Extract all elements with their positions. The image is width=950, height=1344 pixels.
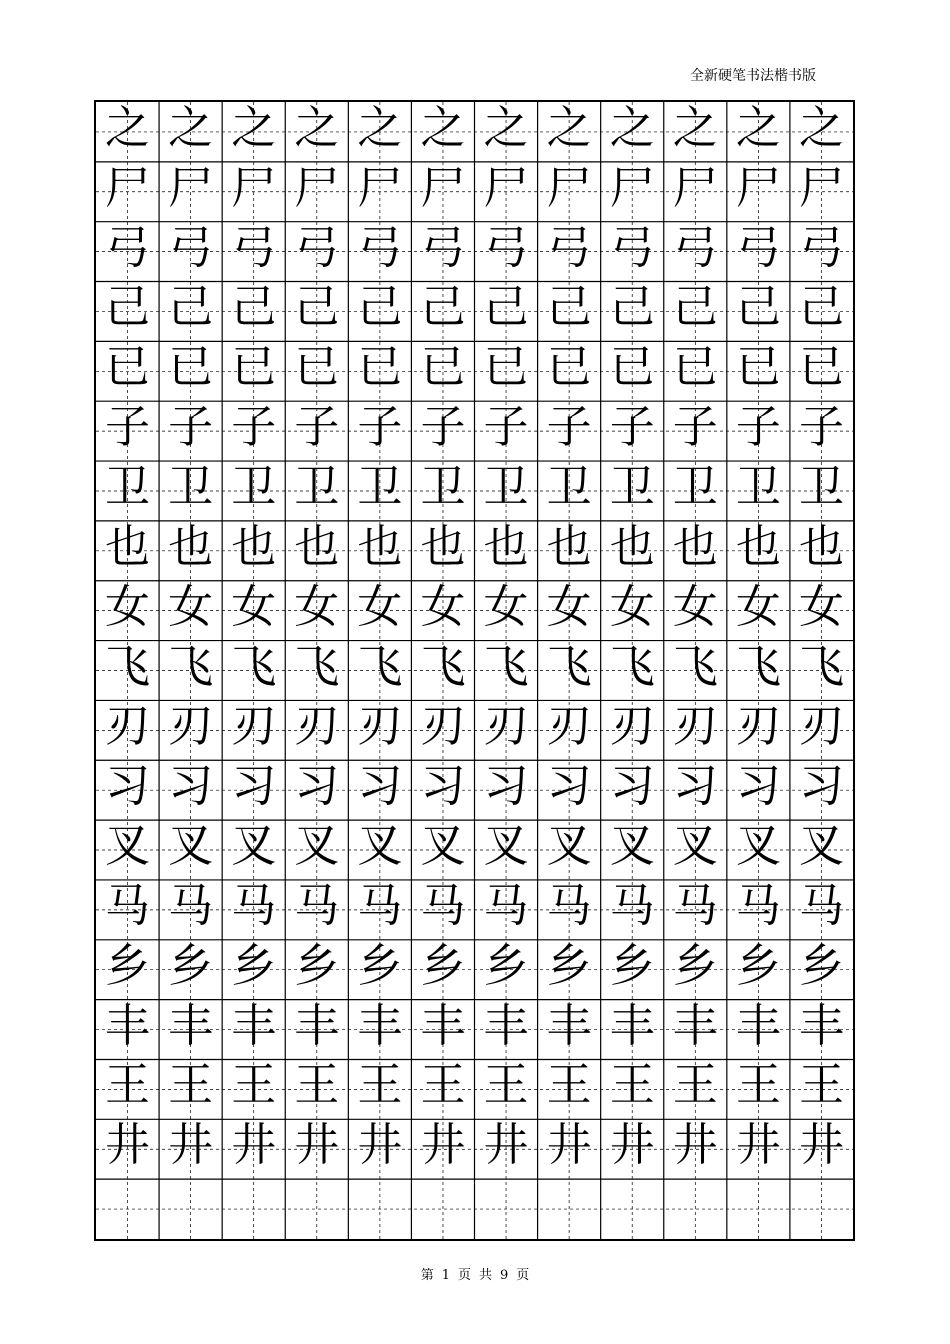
practice-character: 井 (609, 1118, 655, 1172)
practice-character: 之 (546, 100, 592, 154)
practice-character: 习 (168, 759, 214, 813)
practice-character: 丰 (420, 998, 466, 1052)
practice-character: 也 (672, 519, 718, 573)
practice-character: 卫 (420, 459, 466, 513)
practice-character: 刃 (609, 699, 655, 753)
practice-character: 子 (483, 400, 529, 454)
practice-character: 飞 (672, 639, 718, 693)
practice-character: 井 (483, 1118, 529, 1172)
practice-character: 丰 (672, 998, 718, 1052)
practice-character: 马 (546, 878, 592, 932)
practice-character: 叉 (420, 819, 466, 873)
practice-character: 卫 (105, 459, 151, 513)
practice-character: 刃 (357, 699, 403, 753)
practice-character: 弓 (231, 220, 277, 274)
practice-character: 飞 (483, 639, 529, 693)
practice-character: 习 (609, 759, 655, 813)
practice-character: 之 (609, 100, 655, 154)
practice-character: 刃 (735, 699, 781, 753)
practice-character: 习 (483, 759, 529, 813)
footer-total-pages: 9 (500, 1268, 509, 1283)
practice-character: 已 (294, 340, 340, 394)
practice-character: 乡 (420, 938, 466, 992)
practice-character: 之 (105, 100, 151, 154)
practice-character: 之 (735, 100, 781, 154)
practice-character: 女 (231, 579, 277, 633)
practice-character: 女 (672, 579, 718, 633)
practice-character: 乡 (546, 938, 592, 992)
practice-character: 乡 (105, 938, 151, 992)
practice-character: 飞 (168, 639, 214, 693)
practice-character: 乡 (168, 938, 214, 992)
practice-character: 丰 (483, 998, 529, 1052)
practice-character: 己 (231, 280, 277, 334)
practice-character: 卫 (483, 459, 529, 513)
practice-character: 王 (168, 1058, 214, 1112)
practice-character: 王 (420, 1058, 466, 1112)
practice-character: 也 (357, 519, 403, 573)
practice-character: 习 (672, 759, 718, 813)
practice-character: 子 (105, 400, 151, 454)
practice-character: 马 (483, 878, 529, 932)
practice-character: 乡 (672, 938, 718, 992)
practice-character: 己 (546, 280, 592, 334)
practice-character: 尸 (420, 160, 466, 214)
practice-character: 女 (609, 579, 655, 633)
practice-character: 己 (168, 280, 214, 334)
practice-character: 马 (294, 878, 340, 932)
practice-character: 井 (357, 1118, 403, 1172)
practice-character: 女 (294, 579, 340, 633)
practice-character: 叉 (798, 819, 844, 873)
practice-character: 也 (483, 519, 529, 573)
practice-character: 尸 (609, 160, 655, 214)
practice-character: 刃 (168, 699, 214, 753)
practice-character: 尸 (294, 160, 340, 214)
practice-character: 丰 (168, 998, 214, 1052)
practice-character: 乡 (357, 938, 403, 992)
practice-character: 叉 (168, 819, 214, 873)
practice-character: 叉 (672, 819, 718, 873)
practice-character: 也 (798, 519, 844, 573)
practice-character: 子 (798, 400, 844, 454)
practice-character: 已 (735, 340, 781, 394)
practice-character: 飞 (357, 639, 403, 693)
practice-character: 习 (294, 759, 340, 813)
practice-character: 飞 (546, 639, 592, 693)
footer-prefix: 第 (420, 1268, 434, 1283)
practice-character: 马 (798, 878, 844, 932)
practice-character: 女 (357, 579, 403, 633)
practice-character: 子 (231, 400, 277, 454)
practice-character: 已 (231, 340, 277, 394)
practice-character: 尸 (546, 160, 592, 214)
practice-character: 叉 (105, 819, 151, 873)
practice-character: 井 (735, 1118, 781, 1172)
practice-character: 已 (105, 340, 151, 394)
practice-character: 弓 (168, 220, 214, 274)
practice-character: 习 (420, 759, 466, 813)
practice-character: 也 (294, 519, 340, 573)
practice-character: 子 (294, 400, 340, 454)
practice-character: 习 (546, 759, 592, 813)
practice-character: 弓 (105, 220, 151, 274)
practice-character: 己 (420, 280, 466, 334)
practice-character: 也 (105, 519, 151, 573)
practice-character: 飞 (798, 639, 844, 693)
practice-character: 子 (420, 400, 466, 454)
practice-character: 已 (483, 340, 529, 394)
practice-character: 尸 (357, 160, 403, 214)
practice-character: 尸 (798, 160, 844, 214)
practice-character: 王 (609, 1058, 655, 1112)
practice-character: 丰 (609, 998, 655, 1052)
practice-character: 卫 (735, 459, 781, 513)
practice-character: 乡 (609, 938, 655, 992)
practice-character: 乡 (231, 938, 277, 992)
practice-character: 己 (798, 280, 844, 334)
practice-character: 马 (357, 878, 403, 932)
practice-character: 女 (798, 579, 844, 633)
practice-character: 之 (357, 100, 403, 154)
practice-character: 马 (735, 878, 781, 932)
practice-character: 叉 (294, 819, 340, 873)
practice-character: 王 (483, 1058, 529, 1112)
practice-character: 己 (609, 280, 655, 334)
practice-character: 王 (231, 1058, 277, 1112)
practice-character: 弓 (609, 220, 655, 274)
practice-character: 尸 (483, 160, 529, 214)
practice-character: 尸 (735, 160, 781, 214)
practice-character: 也 (231, 519, 277, 573)
practice-character: 卫 (357, 459, 403, 513)
practice-character: 卫 (798, 459, 844, 513)
practice-character: 弓 (546, 220, 592, 274)
practice-character: 女 (105, 579, 151, 633)
practice-character: 尸 (231, 160, 277, 214)
practice-character: 之 (294, 100, 340, 154)
practice-character: 也 (609, 519, 655, 573)
footer-page-word: 页 (457, 1268, 471, 1283)
practice-character: 女 (168, 579, 214, 633)
practice-character: 子 (609, 400, 655, 454)
practice-character: 女 (546, 579, 592, 633)
practice-character: 井 (672, 1118, 718, 1172)
practice-character: 卫 (672, 459, 718, 513)
practice-character: 已 (609, 340, 655, 394)
practice-character: 马 (105, 878, 151, 932)
practice-character: 刃 (420, 699, 466, 753)
practice-character: 刃 (483, 699, 529, 753)
practice-character: 子 (357, 400, 403, 454)
practice-character: 乡 (735, 938, 781, 992)
practice-character: 已 (546, 340, 592, 394)
practice-character: 王 (294, 1058, 340, 1112)
footer-current-page: 1 (441, 1268, 450, 1283)
practice-character: 已 (168, 340, 214, 394)
footer-total-prefix: 共 (479, 1268, 493, 1283)
practice-character: 叉 (357, 819, 403, 873)
practice-character: 子 (168, 400, 214, 454)
practice-character: 之 (168, 100, 214, 154)
practice-character: 己 (735, 280, 781, 334)
practice-character: 刃 (105, 699, 151, 753)
practice-character: 乡 (294, 938, 340, 992)
practice-character: 刃 (546, 699, 592, 753)
practice-character: 卫 (294, 459, 340, 513)
practice-character: 马 (609, 878, 655, 932)
practice-character: 井 (231, 1118, 277, 1172)
practice-character: 弓 (483, 220, 529, 274)
practice-character: 马 (231, 878, 277, 932)
practice-character: 王 (672, 1058, 718, 1112)
practice-character: 叉 (231, 819, 277, 873)
practice-character: 子 (672, 400, 718, 454)
practice-character: 丰 (231, 998, 277, 1052)
practice-character: 习 (231, 759, 277, 813)
practice-character: 也 (420, 519, 466, 573)
practice-character: 卫 (546, 459, 592, 513)
practice-character: 飞 (231, 639, 277, 693)
practice-character: 刃 (231, 699, 277, 753)
practice-character: 叉 (735, 819, 781, 873)
practice-character: 飞 (294, 639, 340, 693)
practice-character: 马 (672, 878, 718, 932)
practice-character: 之 (672, 100, 718, 154)
practice-character: 乡 (483, 938, 529, 992)
practice-character: 乡 (798, 938, 844, 992)
practice-character: 也 (546, 519, 592, 573)
practice-character: 尸 (672, 160, 718, 214)
practice-character: 己 (672, 280, 718, 334)
practice-character: 尸 (105, 160, 151, 214)
practice-character: 马 (168, 878, 214, 932)
practice-character: 之 (231, 100, 277, 154)
practice-character: 井 (105, 1118, 151, 1172)
practice-character: 飞 (420, 639, 466, 693)
practice-character: 井 (294, 1118, 340, 1172)
practice-character: 之 (798, 100, 844, 154)
practice-character: 丰 (357, 998, 403, 1052)
practice-character: 习 (105, 759, 151, 813)
practice-character: 王 (735, 1058, 781, 1112)
practice-character: 王 (546, 1058, 592, 1112)
practice-character: 己 (483, 280, 529, 334)
practice-character: 也 (168, 519, 214, 573)
practice-character: 王 (105, 1058, 151, 1112)
practice-character: 弓 (357, 220, 403, 274)
practice-character: 井 (420, 1118, 466, 1172)
practice-character: 丰 (294, 998, 340, 1052)
practice-character: 叉 (483, 819, 529, 873)
footer-suffix: 页 (516, 1268, 530, 1283)
practice-character: 已 (357, 340, 403, 394)
practice-character: 女 (420, 579, 466, 633)
practice-character: 飞 (105, 639, 151, 693)
practice-character: 卫 (609, 459, 655, 513)
practice-character: 之 (483, 100, 529, 154)
practice-character: 井 (168, 1118, 214, 1172)
practice-character: 己 (105, 280, 151, 334)
practice-character: 女 (483, 579, 529, 633)
practice-character: 之 (420, 100, 466, 154)
practice-character: 刃 (672, 699, 718, 753)
practice-character: 叉 (609, 819, 655, 873)
practice-character: 己 (357, 280, 403, 334)
practice-character: 井 (546, 1118, 592, 1172)
practice-character: 飞 (735, 639, 781, 693)
practice-character: 卫 (231, 459, 277, 513)
practice-character: 刃 (294, 699, 340, 753)
practice-character: 已 (798, 340, 844, 394)
practice-character: 已 (672, 340, 718, 394)
practice-character: 习 (357, 759, 403, 813)
practice-character: 井 (798, 1118, 844, 1172)
header-title: 全新硬笔书法楷书版 (690, 68, 816, 84)
practice-character: 已 (420, 340, 466, 394)
practice-character: 子 (735, 400, 781, 454)
practice-character: 子 (546, 400, 592, 454)
practice-character: 王 (798, 1058, 844, 1112)
practice-character: 丰 (105, 998, 151, 1052)
practice-character: 尸 (168, 160, 214, 214)
practice-character: 卫 (168, 459, 214, 513)
practice-character: 王 (357, 1058, 403, 1112)
practice-character: 习 (735, 759, 781, 813)
practice-character: 弓 (735, 220, 781, 274)
practice-character: 也 (735, 519, 781, 573)
practice-character: 弓 (672, 220, 718, 274)
practice-character: 己 (294, 280, 340, 334)
practice-character: 弓 (294, 220, 340, 274)
practice-character: 女 (735, 579, 781, 633)
practice-character: 弓 (420, 220, 466, 274)
practice-character: 飞 (609, 639, 655, 693)
practice-character: 弓 (798, 220, 844, 274)
practice-character: 丰 (798, 998, 844, 1052)
practice-character: 丰 (546, 998, 592, 1052)
practice-character: 丰 (735, 998, 781, 1052)
practice-character: 习 (798, 759, 844, 813)
practice-character: 叉 (546, 819, 592, 873)
practice-character: 马 (420, 878, 466, 932)
practice-character: 刃 (798, 699, 844, 753)
